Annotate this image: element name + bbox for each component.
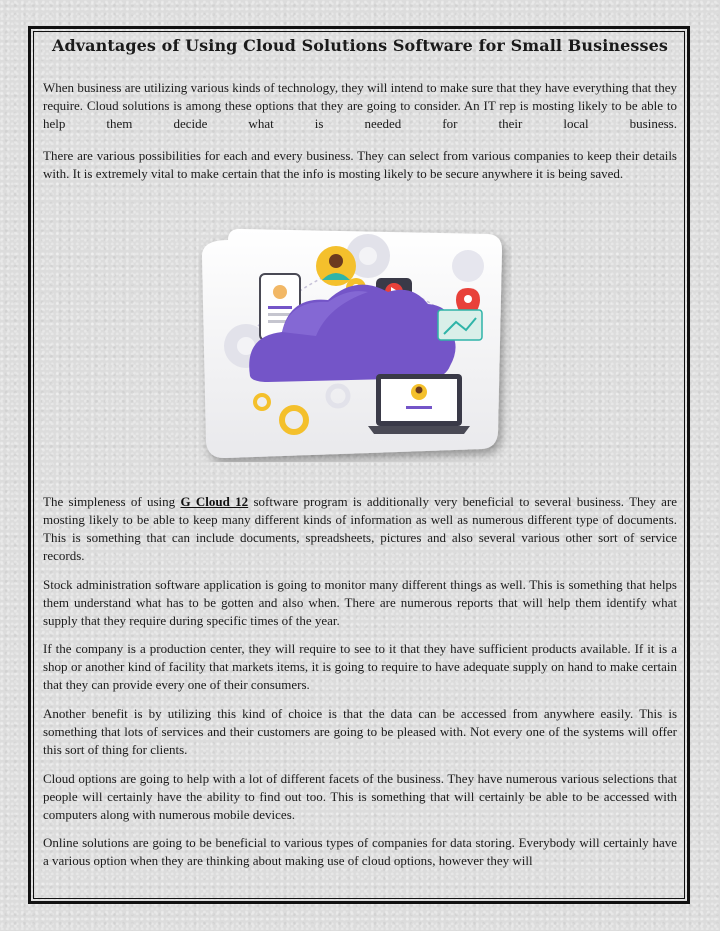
cloud-solutions-illustration [198, 226, 512, 462]
gear-bg-icon-3 [452, 250, 484, 282]
document-title: Advantages of Using Cloud Solutions Software for Small Businesses [51, 36, 669, 55]
paragraph-cloud-options: Cloud options are going to help with a lot of different facets of the business. They have numerous various selections that people will certainly have the ability to find out too. This is something that will certainly be able to be accessed with computers along with numerous mobile devices. [43, 771, 677, 822]
cloud-illustration-svg [198, 226, 512, 462]
paragraph-simpleness-end: software program is additionally very beneficial to several business. They are mosting likely to be able to keep many different kinds of information as well as numerous different type of documents. This is something that can include documents, spreadsheets, pictures and also several various other sort of service records. [43, 494, 677, 563]
paragraph-accessed-anywhere: Another benefit is by utilizing this kind of choice is that the data can be accessed from anywhere easily. This is something that lots of services and their customers are going to be pleased with. Not every one of the systems will offer this sort of thing for clients. [43, 706, 677, 757]
paragraph-stock-administration: Stock administration software application is going to monitor many different things as well. This is something that helps them understand what has to be gotten and also when. There are numerous reports that will help them identify what supply that they require during specific times of the year. [43, 577, 677, 628]
paragraph-simpleness-start: The simpleness of using [43, 494, 181, 509]
paragraph-simpleness [43, 493, 677, 565]
paragraph-possibilities: There are various possibilities for each and every business. They can select from various companies to keep their details with. It is extremely vital to make certain that the info is mosting likely to be secure anywhere it is being saved. [43, 148, 677, 181]
paragraph-production-center: If the company is a production center, they will require to see to it that they have sufficient products available. If it is a shop or another kind of facility that markets items, it is going to require to have adequate supply on hand to make certain that they can provide every one of their consumers. [43, 641, 677, 692]
g-cloud-12-link[interactable]: G Cloud 12 [180, 494, 249, 509]
paragraph-intro: When business are utilizing various kinds of technology, they will intend to make sure that they have everything that they require. Cloud solutions is among these options that they are going to consider. An IT rep is mosting likely to be able to help them decide what is needed for their local business. [43, 80, 677, 131]
paragraph-online-solutions: Online solutions are going to be beneficial to various types of companies for data storing. Everybody will certainly have a various option when they are thinking about making use of cloud options, however they will [43, 835, 677, 868]
